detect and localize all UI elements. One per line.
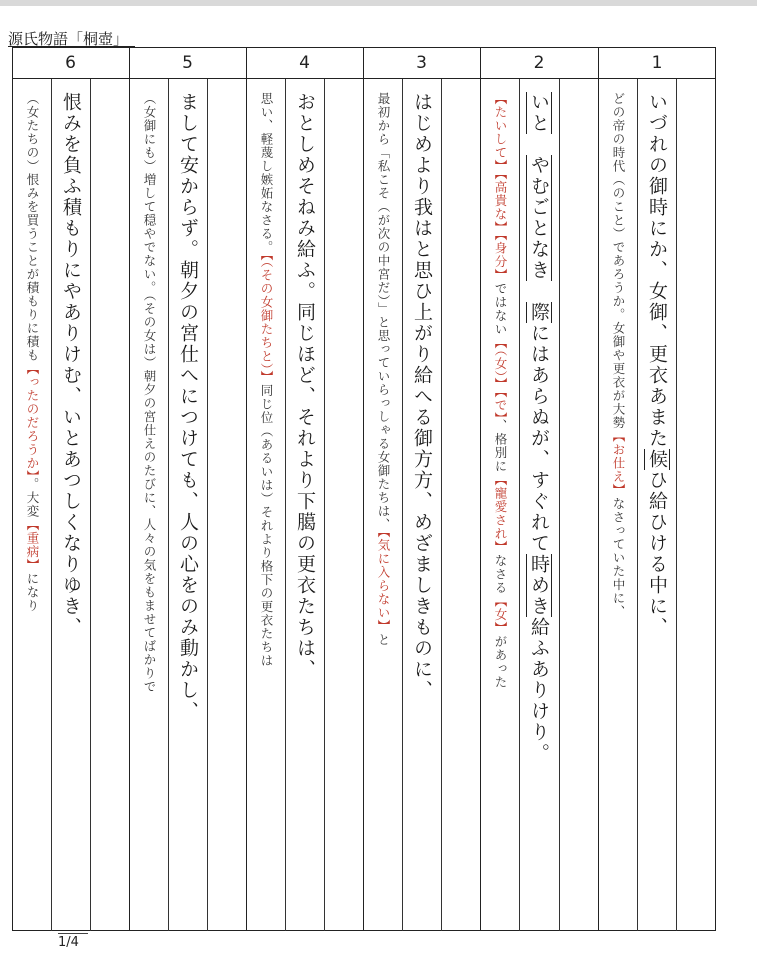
column-divider xyxy=(676,79,677,931)
column-divider xyxy=(441,79,442,931)
column-divider xyxy=(207,79,208,931)
page-indicator: 1/4 xyxy=(58,933,88,950)
column-divider xyxy=(559,79,560,931)
section-number: 1 xyxy=(651,53,663,73)
translation-column: （女たちの）恨みを買うことが積もりに積も【ったのだろうか】。大変【重病】になり xyxy=(25,92,40,613)
section-number: 4 xyxy=(299,53,310,73)
original-text-column: いと やむごとなき 際にはあらぬが、すぐれて時めき給ふありけり。 xyxy=(528,92,550,764)
translation-column: （女御にも）増して穏やでない。（その女は）朝夕の宮仕えのたびに、人々の気をもませてばかりで xyxy=(142,92,157,694)
column-divider xyxy=(90,79,91,931)
original-text-column: まして安からず。朝夕の宮仕へにつけても、人の心をのみ動かし、 xyxy=(177,92,199,722)
original-text-column: 恨みを負ふ積もりにやありけむ、いとあつしくなりゆき、 xyxy=(60,92,82,638)
translation-column: 【たいして】【高貴な】【身分】ではない【（女）】【で】、格別に【寵愛され】なさる【女】があった xyxy=(493,92,508,689)
translation-column: 最初から「私こそ（が次の中宮だ）」と思っていらっしゃる女御たちは、【気に入らない】と xyxy=(376,92,391,647)
document-title: 源氏物語「桐壺」 xyxy=(8,30,129,48)
section-number: 6 xyxy=(65,53,76,73)
original-text-column: おとしめそねみ給ふ。同じほど、それより下臈の更衣たちは、 xyxy=(294,92,316,680)
section-number: 3 xyxy=(416,53,427,73)
section-number: 2 xyxy=(533,53,545,73)
section-number: 5 xyxy=(182,53,193,73)
translation-column: 思い、軽蔑し嫉妬なさる。【（その女御たちと）】同じ位（あるいは）それより格下の更衣たちは xyxy=(259,92,274,668)
translation-column: どの帝の時代（のこと）であろうか。女御や更衣が大勢【お仕え】なさっていた中に、 xyxy=(611,92,626,619)
column-divider xyxy=(324,79,325,931)
browser-top-bar xyxy=(0,0,757,6)
original-text-column: はじめより我はと思ひ上がり給へる御方方、めざましきものに、 xyxy=(411,92,433,701)
original-text-column: いづれの御時にか、女御、更衣あまた候ひ給ひける中に、 xyxy=(646,92,668,638)
